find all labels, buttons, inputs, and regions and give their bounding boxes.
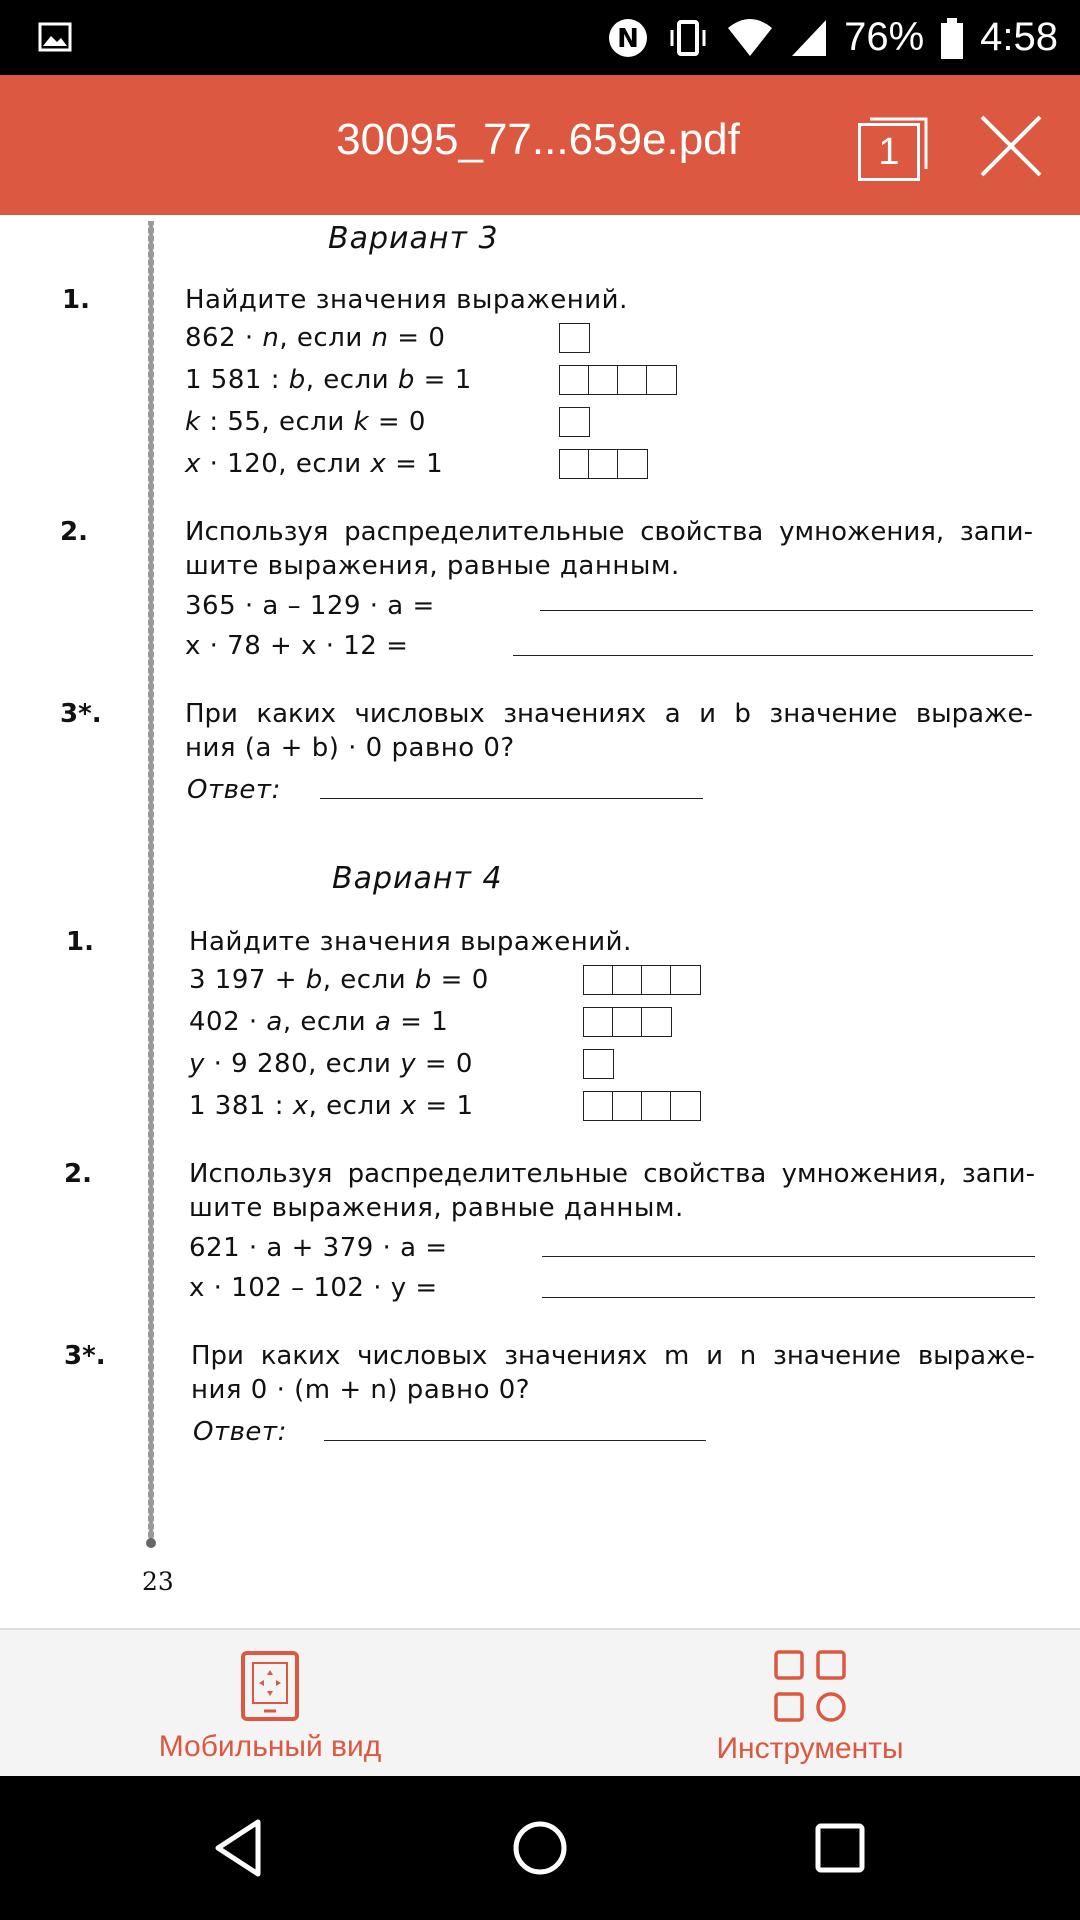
answer-boxes[interactable] — [583, 1049, 614, 1079]
answer-label: Ответ: — [187, 775, 281, 805]
answer-boxes[interactable] — [583, 1007, 672, 1037]
answer-boxes[interactable] — [559, 323, 590, 353]
status-bar — [0, 0, 1080, 75]
page-count: 1 — [858, 123, 920, 181]
task-number: 2. — [64, 1159, 92, 1189]
recents-icon[interactable] — [804, 1812, 876, 1884]
answer-boxes[interactable] — [583, 965, 701, 995]
task-prompt: Найдите значения выражений. — [189, 927, 632, 957]
document-title: 30095_77...659e.pdf — [336, 115, 740, 164]
close-icon — [978, 113, 1044, 179]
expression: 621 · a + 379 · a = — [189, 1233, 448, 1263]
task-text-line: шите выражения, равные данным. — [185, 551, 680, 581]
task-text-line: Используя распределительные свойства умножения, запи- — [189, 1159, 1035, 1189]
tools-label: Инструменты — [716, 1732, 904, 1765]
back-icon[interactable] — [204, 1812, 276, 1884]
tools-grid-icon — [772, 1648, 848, 1724]
task-text-line: шите выражения, равные данным. — [189, 1193, 684, 1223]
answer-line[interactable] — [324, 1440, 706, 1441]
wifi-icon — [726, 16, 774, 60]
binding-dots — [146, 221, 156, 1551]
task-number: 1. — [62, 285, 90, 315]
navigation-bar — [0, 1776, 1080, 1920]
expression: y · 9 280, если y = 0 — [189, 1049, 473, 1079]
vibrate-icon — [666, 16, 710, 60]
answer-boxes[interactable] — [559, 365, 677, 395]
clock: 4:58 — [980, 15, 1058, 59]
page-thumbnails-button[interactable] — [858, 111, 930, 183]
expression: 1 381 : x, если x = 1 — [189, 1091, 474, 1121]
signal-icon — [790, 16, 828, 60]
variant-4-heading: Вариант 4 — [332, 861, 503, 896]
answer-line[interactable] — [513, 655, 1033, 656]
tools-button[interactable] — [690, 1630, 930, 1778]
answer-line[interactable] — [542, 1256, 1035, 1257]
task-number: 3*. — [64, 1341, 106, 1371]
expression: 365 · a – 129 · a = — [185, 591, 435, 621]
answer-boxes[interactable] — [559, 407, 590, 437]
variant-3-heading: Вариант 3 — [328, 221, 499, 256]
mobile-view-icon — [240, 1650, 300, 1722]
expression: 402 · a, если a = 1 — [189, 1007, 449, 1037]
expression: 1 581 : b, если b = 1 — [185, 365, 472, 395]
battery-percent: 76% — [844, 15, 925, 59]
task-text-line: Используя распределительные свойства умножения, запи- — [185, 517, 1033, 547]
close-button[interactable] — [978, 113, 1044, 179]
mobile-view-button[interactable] — [150, 1630, 390, 1778]
app-bar — [0, 75, 1080, 215]
task-text-line: ния (a + b) · 0 равно 0? — [185, 733, 515, 763]
svg-text:N: N — [617, 23, 639, 54]
task-text-line: При каких числовых значениях a и b значение выраже- — [185, 699, 1033, 729]
task-prompt: Найдите значения выражений. — [185, 285, 628, 315]
nfc-icon — [606, 16, 650, 60]
home-icon[interactable] — [504, 1812, 576, 1884]
task-number: 3*. — [60, 699, 102, 729]
answer-line[interactable] — [542, 1297, 1035, 1298]
gallery-icon — [38, 20, 72, 54]
task-number: 2. — [60, 517, 88, 547]
answer-line[interactable] — [320, 798, 703, 799]
bottom-toolbar — [0, 1628, 1080, 1776]
expression: 862 · n, если n = 0 — [185, 323, 446, 353]
answer-line[interactable] — [540, 610, 1033, 611]
answer-label: Ответ: — [193, 1417, 287, 1447]
task-text-line: ния 0 · (m + n) равно 0? — [191, 1375, 531, 1405]
answer-boxes[interactable] — [583, 1091, 701, 1121]
task-text-line: При каких числовых значениях m и n значение выраже- — [191, 1341, 1035, 1371]
expression: x · 78 + x · 12 = — [185, 631, 409, 661]
expression: k : 55, если k = 0 — [185, 407, 426, 437]
task-number: 1. — [66, 927, 94, 957]
expression: x · 102 – 102 · y = — [189, 1273, 438, 1303]
expression: x · 120, если x = 1 — [185, 449, 444, 479]
expression: 3 197 + b, если b = 0 — [189, 965, 489, 995]
pdf-page[interactable] — [0, 215, 1080, 1628]
page-number: 23 — [142, 1567, 174, 1596]
answer-boxes[interactable] — [559, 449, 648, 479]
battery-icon — [940, 16, 964, 60]
mobile-view-label: Мобильный вид — [158, 1730, 382, 1763]
